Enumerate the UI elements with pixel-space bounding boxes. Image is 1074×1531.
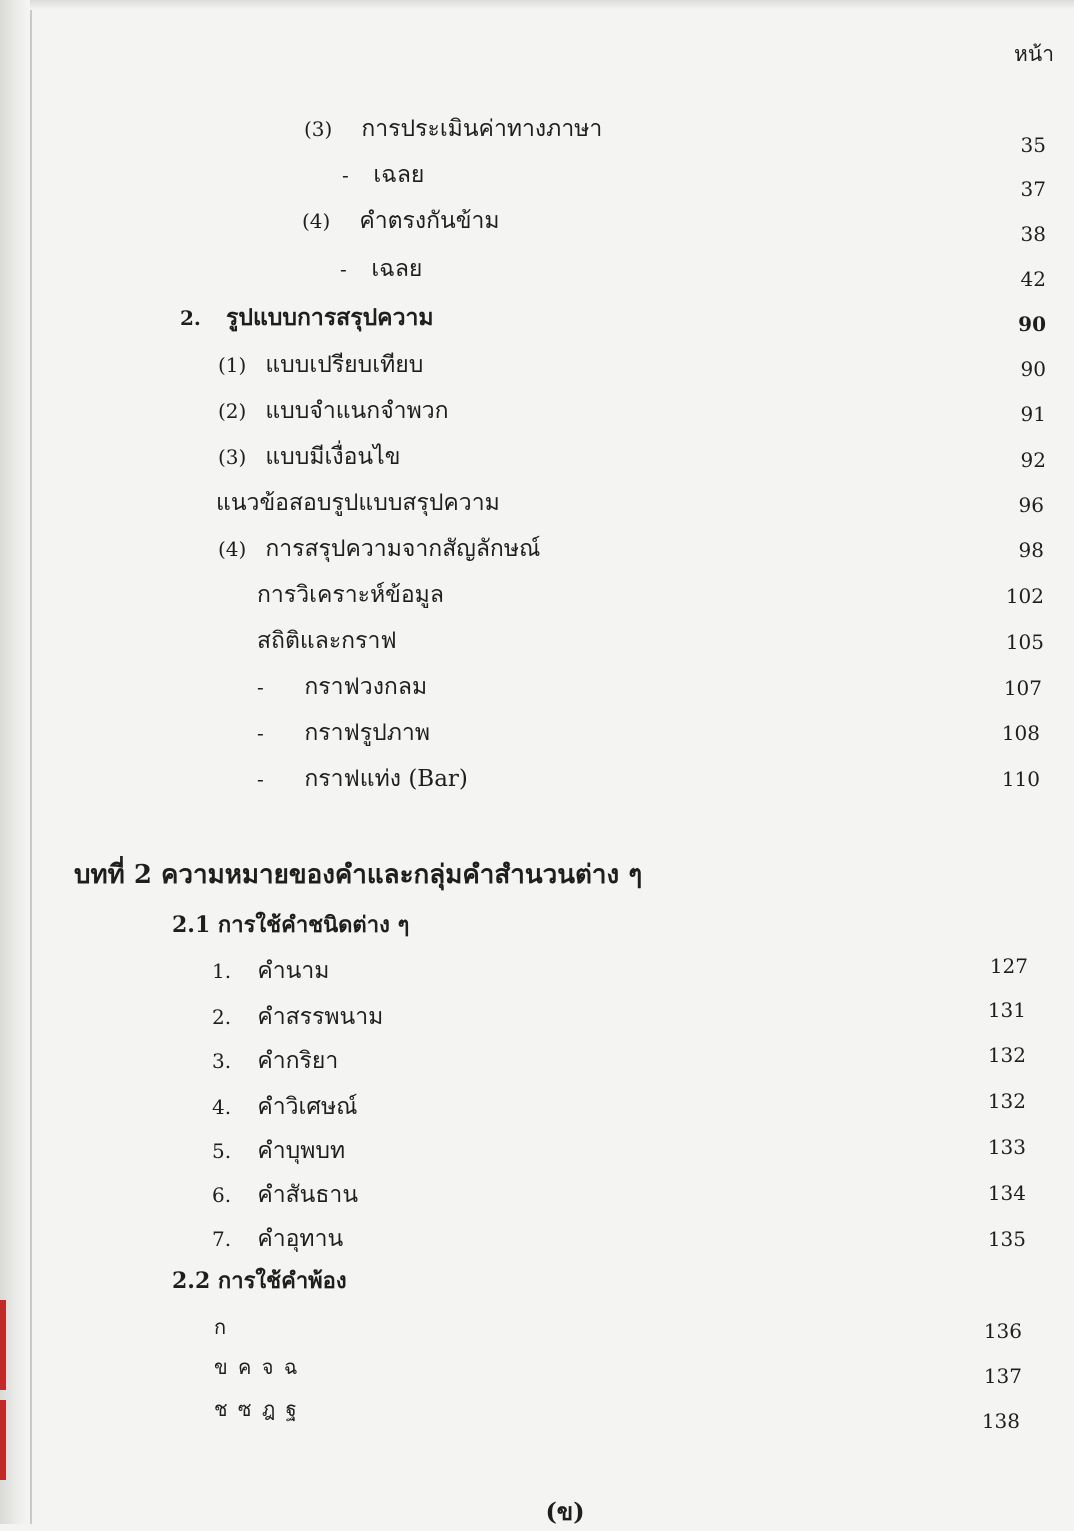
toc-entry-page: 133 bbox=[987, 1135, 1026, 1159]
toc-entry-page: 105 bbox=[1005, 630, 1044, 654]
toc-entry-title: เฉลย bbox=[373, 162, 425, 188]
chapter-title: บทที่ 2 ความหมายของคำและกลุ่มคำสำนวนต่าง ๆ bbox=[74, 860, 643, 890]
toc-entry-index: (3) bbox=[218, 445, 247, 469]
page-top-shadow bbox=[30, 0, 1074, 10]
toc-entry-title: ก bbox=[214, 1315, 227, 1339]
toc-entry bbox=[216, 488, 500, 518]
toc-entry-title: เฉลย bbox=[371, 256, 423, 282]
toc-entry bbox=[257, 764, 468, 794]
toc-entry-index: (3) bbox=[304, 117, 333, 141]
toc-entry-index: - bbox=[340, 257, 347, 281]
toc-entry-page: 37 bbox=[1020, 177, 1046, 201]
toc-entry-index: (1) bbox=[218, 353, 247, 377]
toc-entry-page: 42 bbox=[1020, 267, 1046, 291]
toc-entry-index: - bbox=[257, 767, 264, 791]
toc-entry-page: 136 bbox=[983, 1319, 1022, 1343]
toc-entry-title: คำบุพบท bbox=[257, 1138, 346, 1164]
toc-entry bbox=[302, 206, 500, 236]
toc-entry-title: คำวิเศษณ์ bbox=[257, 1094, 358, 1120]
toc-entry bbox=[257, 718, 430, 748]
toc-entry-title: ข ค จ ฉ bbox=[214, 1355, 300, 1379]
toc-entry bbox=[212, 1002, 383, 1032]
toc-entry-page: 102 bbox=[1005, 584, 1044, 608]
toc-entry-title: การสรุปความจากสัญลักษณ์ bbox=[265, 536, 541, 562]
toc-entry-index: (4) bbox=[302, 209, 331, 233]
toc-entry bbox=[218, 442, 400, 472]
toc-entry-title: คำตรงกันข้าม bbox=[359, 208, 500, 234]
toc-entry-page: 138 bbox=[981, 1409, 1020, 1433]
toc-entry-title: การประเมินค่าทางภาษา bbox=[361, 116, 603, 142]
subsection-title: 2.2 การใช้คำพ้อง bbox=[172, 1268, 347, 1294]
toc-entry-title: คำนาม bbox=[257, 958, 330, 984]
toc-entry-page: 135 bbox=[987, 1227, 1026, 1251]
page-edge-line bbox=[30, 0, 32, 1524]
toc-entry bbox=[257, 626, 397, 656]
toc-entry bbox=[212, 1136, 345, 1166]
toc-entry-page: 38 bbox=[1020, 222, 1046, 246]
toc-entry bbox=[218, 534, 540, 564]
toc-entry-index: - bbox=[257, 675, 264, 699]
toc-entry bbox=[212, 1092, 358, 1122]
book-gutter bbox=[0, 0, 28, 1524]
toc-entry-title: คำกริยา bbox=[257, 1048, 339, 1074]
toc-entry-page: 107 bbox=[1003, 676, 1042, 700]
toc-entry bbox=[218, 396, 449, 426]
toc-entry-page: 98 bbox=[1018, 538, 1044, 562]
toc-entry-title: แบบเปรียบเทียบ bbox=[265, 352, 424, 378]
toc-entry bbox=[218, 350, 423, 380]
toc-entry-index: - bbox=[342, 163, 349, 187]
toc-entry-page: 91 bbox=[1020, 402, 1046, 426]
toc-entry-title: แบบมีเงื่อนไข bbox=[265, 444, 401, 470]
toc-entry-page: 110 bbox=[1001, 767, 1040, 791]
toc-entry-index: 2. bbox=[180, 306, 201, 330]
toc-entry-title: คำอุทาน bbox=[257, 1226, 344, 1252]
toc-entry-page: 134 bbox=[987, 1181, 1026, 1205]
toc-entry bbox=[257, 672, 427, 702]
toc-entry bbox=[340, 254, 422, 284]
toc-entry-title: แบบจำแนกจำพวก bbox=[265, 398, 449, 424]
toc-entry-title: คำสันธาน bbox=[257, 1182, 359, 1208]
toc-entry-page: 132 bbox=[987, 1043, 1026, 1067]
toc-entry bbox=[212, 1046, 338, 1076]
toc-entry bbox=[257, 580, 444, 610]
toc-entry-index: 4. bbox=[212, 1095, 232, 1119]
subsection-title: 2.1 การใช้คำชนิดต่าง ๆ bbox=[172, 912, 410, 938]
toc-entry-title: คำสรรพนาม bbox=[257, 1004, 384, 1030]
toc-entry-page: 90 bbox=[1018, 312, 1046, 336]
toc-entry-title: กราฟวงกลม bbox=[304, 674, 428, 700]
toc-entry-page: 96 bbox=[1018, 493, 1044, 517]
toc-entry-title: แนวข้อสอบรูปแบบสรุปความ bbox=[216, 490, 500, 516]
page-number: (ข) bbox=[545, 1497, 585, 1526]
toc-entry-page: 131 bbox=[987, 998, 1026, 1022]
toc-entry-page: 35 bbox=[1020, 133, 1046, 157]
toc-entry bbox=[212, 956, 329, 986]
page-column-label: หน้า bbox=[1014, 42, 1054, 66]
red-edge-mark bbox=[0, 1400, 6, 1480]
toc-entry-title: รูปแบบการสรุปความ bbox=[226, 304, 434, 331]
toc-entry-index: 2. bbox=[212, 1005, 232, 1029]
toc-entry-section bbox=[180, 303, 434, 333]
toc-entry-page: 137 bbox=[983, 1364, 1022, 1388]
toc-entry-index: 5. bbox=[212, 1139, 232, 1163]
toc-entry bbox=[304, 114, 602, 144]
toc-entry-page: 127 bbox=[989, 954, 1028, 978]
toc-entry-page: 92 bbox=[1020, 448, 1046, 472]
toc-entry-page: 90 bbox=[1020, 357, 1046, 381]
toc-entry-page: 132 bbox=[987, 1089, 1026, 1113]
toc-entry-index: - bbox=[257, 721, 264, 745]
toc-entry-index: 7. bbox=[212, 1227, 232, 1251]
toc-entry-index: 1. bbox=[212, 959, 232, 983]
toc-entry-title: การวิเคราะห์ข้อมูล bbox=[257, 582, 444, 608]
red-edge-mark bbox=[0, 1300, 6, 1390]
toc-entry-index: 3. bbox=[212, 1049, 232, 1073]
toc-entry-title: กราฟแท่ง (Bar) bbox=[304, 766, 468, 792]
toc-entry-title: สถิติและกราฟ bbox=[257, 628, 397, 654]
toc-entry bbox=[342, 160, 424, 190]
toc-entry-page: 108 bbox=[1001, 721, 1040, 745]
toc-entry-title: ช ซ ฎ ฐ bbox=[214, 1397, 299, 1421]
toc-entry bbox=[212, 1180, 358, 1210]
toc-entry-index: 6. bbox=[212, 1183, 232, 1207]
toc-entry-index: (4) bbox=[218, 537, 247, 561]
toc-entry-title: กราฟรูปภาพ bbox=[304, 720, 430, 746]
toc-entry-index: (2) bbox=[218, 399, 247, 423]
toc-entry bbox=[212, 1224, 343, 1254]
